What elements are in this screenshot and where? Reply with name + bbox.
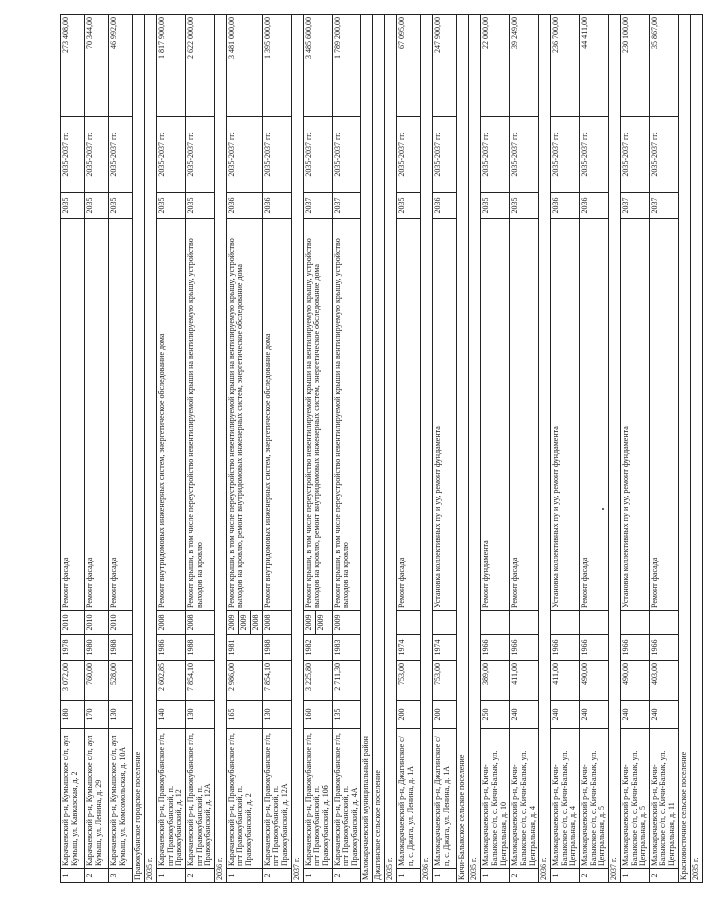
section-title: 2035 г. (385, 15, 397, 883)
work-type-cell: Ремонт фасада (109, 219, 133, 611)
cost-cell: 247 900,00 (433, 15, 457, 117)
row-number: 2 (332, 869, 361, 883)
work-type-cell: Ремонт крыши, в том числе переустройство невентилируемой крыши на вентилируемую крышу, устройство выходов на кровлю (332, 219, 361, 611)
plan-year-cell: 2035 (85, 193, 109, 219)
section-title: 2035 г. (469, 15, 481, 883)
period-cell: 2035-2037 гг. (481, 117, 510, 193)
section-row (539, 15, 551, 883)
last-repair-year-cell: 2009 (332, 611, 361, 635)
wear-percent-cell: 130 (262, 701, 291, 729)
section-row (690, 15, 702, 883)
wear-percent-cell: 160 (303, 701, 332, 729)
row-number: 3 (109, 869, 133, 883)
last-repair-year-cell-part: 2009 (315, 614, 325, 631)
last-repair-year-cell (303, 611, 332, 635)
address-cell: Карачаевский р-н, Правокубанское г/п, пгт Правокубанский, п. Правокубанский, д. 12А (262, 729, 291, 869)
table-row (510, 15, 539, 883)
build-year-cell: 1988 (262, 635, 291, 661)
last-repair-year-cell-part: 2008 (250, 614, 260, 631)
address-cell: Малокарачаевский р-н, Кичи-Балыкское с/п, с. Кичи-Балык, ул. Центральная, д. 5 (580, 729, 609, 869)
work-type-cell: Ремонт фасада (61, 219, 85, 611)
table-row (61, 15, 85, 883)
section-row (457, 15, 469, 883)
section-row (214, 15, 226, 883)
build-year-cell: 1974 (433, 635, 457, 661)
address-cell: Карачаевский р-н, Правокубанское г/п, пгт Правокубанский, п. Правокубанский, д. 12А (185, 729, 214, 869)
row-number: 1 (157, 869, 186, 883)
build-year-cell: 1980 (85, 635, 109, 661)
wear-percent-cell: 240 (649, 701, 678, 729)
last-repair-year-cell: 2010 (85, 611, 109, 635)
section-title: Малокарачаевский муниципальный район (361, 15, 373, 883)
work-type-cell: Установка коллективных пу и уу, ремонт фундамента (433, 219, 457, 611)
plan-year-cell: 2035 (109, 193, 133, 219)
row-number: 1 (397, 869, 421, 883)
cost-cell: 70 344,00 (85, 15, 109, 117)
build-year-cell: 1966 (510, 635, 539, 661)
period-cell: 2035-2037 гг. (620, 117, 649, 193)
cost-cell: 1 395 000,00 (262, 15, 291, 117)
period-cell: 2035-2037 гг. (109, 117, 133, 193)
wear-percent-cell: 165 (226, 701, 262, 729)
work-type-cell: Ремонт внутридомовых инженерных систем, энергетическое обследование дома (157, 219, 186, 611)
period-cell: 2035-2037 гг. (61, 117, 85, 193)
section-title: Красновосточное сельское поселение (678, 15, 690, 883)
period-cell: 2035-2037 гг. (332, 117, 361, 193)
last-repair-year-cell (510, 611, 539, 635)
period-cell: 2035-2037 гг. (157, 117, 186, 193)
row-number: 2 (185, 869, 214, 883)
row-number: 1 (303, 869, 332, 883)
cost-cell: 273 408,00 (61, 15, 85, 117)
section-title: 2036 г. (539, 15, 551, 883)
address-cell: Малокарачаевский р-н, Кичи-Балыкское с/п, с. Кичи-Балык, ул. Центральная, д. 4 (510, 729, 539, 869)
address-cell: Карачаевский р-н, Правокубанское г/п, пгт Правокубанский, п. Правокубанский, д. 4А (332, 729, 361, 869)
area-cell: 411,00 (551, 661, 580, 701)
address-cell: Малокарачаевский р-н, Кичи-Балыкское с/п, с. Кичи-Балык, ул. Центральная, д. 4 (551, 729, 580, 869)
work-type-cell: Ремонт крыши, в том числе переустройство невентилируемой крыши на вентилируемую крышу, устройство выходов на кровлю, ремонт внутридомовых инженерных систем, энергетическое обследование дома (226, 219, 262, 611)
cost-cell: 3 485 600,00 (303, 15, 332, 117)
period-cell: 2035-2037 гг. (433, 117, 457, 193)
plan-year-cell: 2035 (510, 193, 539, 219)
table-row (109, 15, 133, 883)
build-year-cell: 1974 (397, 635, 421, 661)
period-cell: 2035-2037 гг. (580, 117, 609, 193)
plan-year-cell: 2036 (226, 193, 262, 219)
cost-cell: 67 095,00 (397, 15, 421, 117)
work-type-cell: Ремонт фасада (649, 219, 678, 611)
wear-percent-cell: 240 (510, 701, 539, 729)
section-row (385, 15, 397, 883)
section-row (421, 15, 433, 883)
last-repair-year-cell (551, 611, 580, 635)
address-cell: Карачаевский р-н, Правокубанское г/п, пгт Правокубанский, п. Правокубанский, д. 10б (303, 729, 332, 869)
last-repair-year-cell (481, 611, 510, 635)
table-row (580, 15, 609, 883)
area-cell: 753,00 (433, 661, 457, 701)
plan-year-cell: 2035 (397, 193, 421, 219)
section-row (361, 15, 373, 883)
row-number: 2 (262, 869, 291, 883)
wear-percent-cell: 250 (481, 701, 510, 729)
section-title: Кичи-Балыкское сельское поселение (457, 15, 469, 883)
table-row (185, 15, 214, 883)
area-cell: 490,00 (620, 661, 649, 701)
section-title: 2037 г. (291, 15, 303, 883)
section-title: Правокубанское городское поселение (133, 15, 145, 883)
period-cell: 2035-2037 гг. (185, 117, 214, 193)
work-type-cell: Установка коллективных пу и уу, ремонт фундамента (551, 219, 580, 611)
table-row (551, 15, 580, 883)
last-repair-year-cell: 2008 (185, 611, 214, 635)
area-cell: 403,00 (649, 661, 678, 701)
last-repair-year-cell (649, 611, 678, 635)
row-number: 2 (649, 869, 678, 883)
cost-cell: 35 867,00 (649, 15, 678, 117)
work-type-cell: Ремонт фундамента (481, 219, 510, 611)
row-number: 2 (510, 869, 539, 883)
work-type-cell: Ремонт крыши, в том числе переустройство невентилируемой крыши на вентилируемую крышу, устройство выходов на кровлю (185, 219, 214, 611)
area-cell: 3 225,80 (303, 661, 332, 701)
section-row (133, 15, 145, 883)
section-title: Джагинское сельское поселение (373, 15, 385, 883)
row-number: 1 (551, 869, 580, 883)
last-repair-year-cell (620, 611, 649, 635)
last-repair-year-cell (433, 611, 457, 635)
build-year-cell: 1982 (303, 635, 332, 661)
section-row (469, 15, 481, 883)
wear-percent-cell: 200 (433, 701, 457, 729)
plan-year-cell: 2037 (332, 193, 361, 219)
address-cell: Карачаевский р-н, Кумышское с/п, аул Кумыш, ул. Комсомольская, д. 10А (109, 729, 133, 869)
work-type-cell: Установка коллективных пу и уу, ремонт фундамента (620, 219, 649, 611)
period-cell: 2035-2037 гг. (397, 117, 421, 193)
plan-year-cell: 2036 (551, 193, 580, 219)
table-row (226, 15, 262, 883)
table-row (620, 15, 649, 883)
section-row (145, 15, 157, 883)
last-repair-year-cell: 2008 (157, 611, 186, 635)
table-row (262, 15, 291, 883)
work-type-cell: Ремонт фасада (510, 219, 539, 611)
period-cell: 2035-2037 гг. (226, 117, 262, 193)
cost-cell: 44 411,00 (580, 15, 609, 117)
work-type-cell: Ремонт внутридомовых инженерных систем, энергетическое обследование дома (262, 219, 291, 611)
work-type-cell: Ремонт фасада (580, 219, 609, 611)
plan-year-cell: 2035 (61, 193, 85, 219)
wear-percent-cell: 130 (109, 701, 133, 729)
address-cell: Малокарачаевский р-н, Кичи-Балыкское с/п, с. Кичи-Балык, ул. Центральная, д. 5 (620, 729, 649, 869)
last-repair-year-cell-part: 2009 (227, 611, 239, 634)
wear-percent-cell: 135 (332, 701, 361, 729)
cost-cell: 2 622 000,00 (185, 15, 214, 117)
row-number: 1 (481, 869, 510, 883)
section-row (373, 15, 385, 883)
plan-year-cell: 2036 (433, 193, 457, 219)
build-year-cell: 1981 (226, 635, 262, 661)
plan-year-cell: 2035 (481, 193, 510, 219)
section-row (678, 15, 690, 883)
row-number: 1 (61, 869, 85, 883)
table-row (332, 15, 361, 883)
table-row (397, 15, 421, 883)
build-year-cell: 1988 (109, 635, 133, 661)
last-repair-year-cell-part: 2009 (304, 611, 316, 634)
plan-year-cell: 2037 (303, 193, 332, 219)
work-type-cell: Ремонт фасада (397, 219, 421, 611)
address-cell: Карачаевский р-н, Правокубанское г/п, пгт Правокубанский, п. Правокубанский, д. 12 (157, 729, 186, 869)
build-year-cell: 1988 (185, 635, 214, 661)
cost-cell: 39 249,00 (510, 15, 539, 117)
address-cell: Карачаевский р-н, Правокубанское г/п, пгт Правокубанский, п. Правокубанский, д. 2 (226, 729, 262, 869)
wear-percent-cell: 240 (580, 701, 609, 729)
address-cell: Малокарачаевский р-н, Джагинское с/п, с. Джага, ул. Ленина, д. 1А (433, 729, 457, 869)
plan-year-cell: 2035 (185, 193, 214, 219)
build-year-cell: 1983 (332, 635, 361, 661)
last-repair-year-cell: 2010 (109, 611, 133, 635)
capital-repair-table (60, 14, 703, 883)
area-cell: 2 602,85 (157, 661, 186, 701)
cost-cell: 46 992,00 (109, 15, 133, 117)
section-title: 2036 г. (214, 15, 226, 883)
period-cell: 2035-2037 гг. (551, 117, 580, 193)
address-cell: Малокарачаевский р-н, Кичи-Балыкское с/п, с. Кичи-Балык, ул. Центральная, д. 11 (649, 729, 678, 869)
table-row (433, 15, 457, 883)
last-repair-year-cell: 2010 (61, 611, 85, 635)
wear-percent-cell: 240 (620, 701, 649, 729)
area-cell: 528,00 (109, 661, 133, 701)
table-row (157, 15, 186, 883)
build-year-cell: 1966 (481, 635, 510, 661)
last-repair-year-cell (580, 611, 609, 635)
last-repair-year-cell-part: 2009 (239, 611, 251, 634)
cost-cell: 22 000,00 (481, 15, 510, 117)
table-row (303, 15, 332, 883)
period-cell: 2035-2037 гг. (262, 117, 291, 193)
cost-cell: 3 481 000,00 (226, 15, 262, 117)
plan-year-cell: 2035 (157, 193, 186, 219)
section-title: 2036 г. (421, 15, 433, 883)
cost-cell: 230 100,00 (620, 15, 649, 117)
scan-dot (602, 508, 604, 510)
area-cell: 7 854,10 (185, 661, 214, 701)
wear-percent-cell: 140 (157, 701, 186, 729)
period-cell: 2035-2037 гг. (510, 117, 539, 193)
plan-year-cell: 2037 (620, 193, 649, 219)
last-repair-year-cell (226, 611, 262, 635)
work-type-cell: Ремонт фасада (85, 219, 109, 611)
table-row (85, 15, 109, 883)
period-cell: 2035-2037 гг. (649, 117, 678, 193)
plan-year-cell: 2036 (262, 193, 291, 219)
build-year-cell: 1966 (620, 635, 649, 661)
table-row (481, 15, 510, 883)
work-type-cell: Ремонт крыши, в том числе переустройство невентилируемой крыши на вентилируемую крышу, устройство выходов на кровлю, ремонт внутридомовых инженерных систем, энергетическое обследование дома (303, 219, 332, 611)
area-cell: 411,00 (510, 661, 539, 701)
row-number: 1 (226, 869, 262, 883)
wear-percent-cell: 200 (397, 701, 421, 729)
area-cell: 3 072,00 (61, 661, 85, 701)
address-cell: Карачаевский р-н, Кумышское с/п, аул Кумыш, ул. Ленина, д. 29 (85, 729, 109, 869)
wear-percent-cell: 130 (185, 701, 214, 729)
area-cell: 2 986,00 (226, 661, 262, 701)
build-year-cell: 1986 (157, 635, 186, 661)
row-number: 2 (85, 869, 109, 883)
last-repair-year-cell: 2008 (262, 611, 291, 635)
address-cell: Малокарачаевский р-н, Джагинское с/п, с. Джага, ул. Ленина, д. 1А (397, 729, 421, 869)
period-cell: 2035-2037 гг. (85, 117, 109, 193)
section-title: 2035 г. (145, 15, 157, 883)
row-number: 1 (620, 869, 649, 883)
cost-cell: 1 789 200,00 (332, 15, 361, 117)
section-row (608, 15, 620, 883)
last-repair-year-cell (397, 611, 421, 635)
wear-percent-cell: 240 (551, 701, 580, 729)
area-cell: 7 854,10 (262, 661, 291, 701)
plan-year-cell: 2036 (580, 193, 609, 219)
cost-cell: 1 817 900,00 (157, 15, 186, 117)
area-cell: 2 711,30 (332, 661, 361, 701)
build-year-cell: 1966 (649, 635, 678, 661)
address-cell: Малокарачаевский р-н, Кичи-Балыкское с/п, с. Кичи-Балык, ул. Центральная, д. 10 (481, 729, 510, 869)
build-year-cell: 1966 (551, 635, 580, 661)
build-year-cell: 1966 (580, 635, 609, 661)
section-row (291, 15, 303, 883)
section-title: 2037 г. (608, 15, 620, 883)
plan-year-cell: 2037 (649, 193, 678, 219)
period-cell: 2035-2037 гг. (303, 117, 332, 193)
table-row (649, 15, 678, 883)
area-cell: 760,00 (85, 661, 109, 701)
area-cell: 389,00 (481, 661, 510, 701)
area-cell: 753,00 (397, 661, 421, 701)
wear-percent-cell: 180 (61, 701, 85, 729)
row-number: 1 (433, 869, 457, 883)
area-cell: 490,00 (580, 661, 609, 701)
cost-cell: 236 700,00 (551, 15, 580, 117)
section-title: 2035 г. (690, 15, 702, 883)
row-number: 2 (580, 869, 609, 883)
build-year-cell: 1978 (61, 635, 85, 661)
address-cell: Карачаевский р-н, Кумышское с/п, аул Кумыш, ул. Кавказская, д. 2 (61, 729, 85, 869)
wear-percent-cell: 170 (85, 701, 109, 729)
